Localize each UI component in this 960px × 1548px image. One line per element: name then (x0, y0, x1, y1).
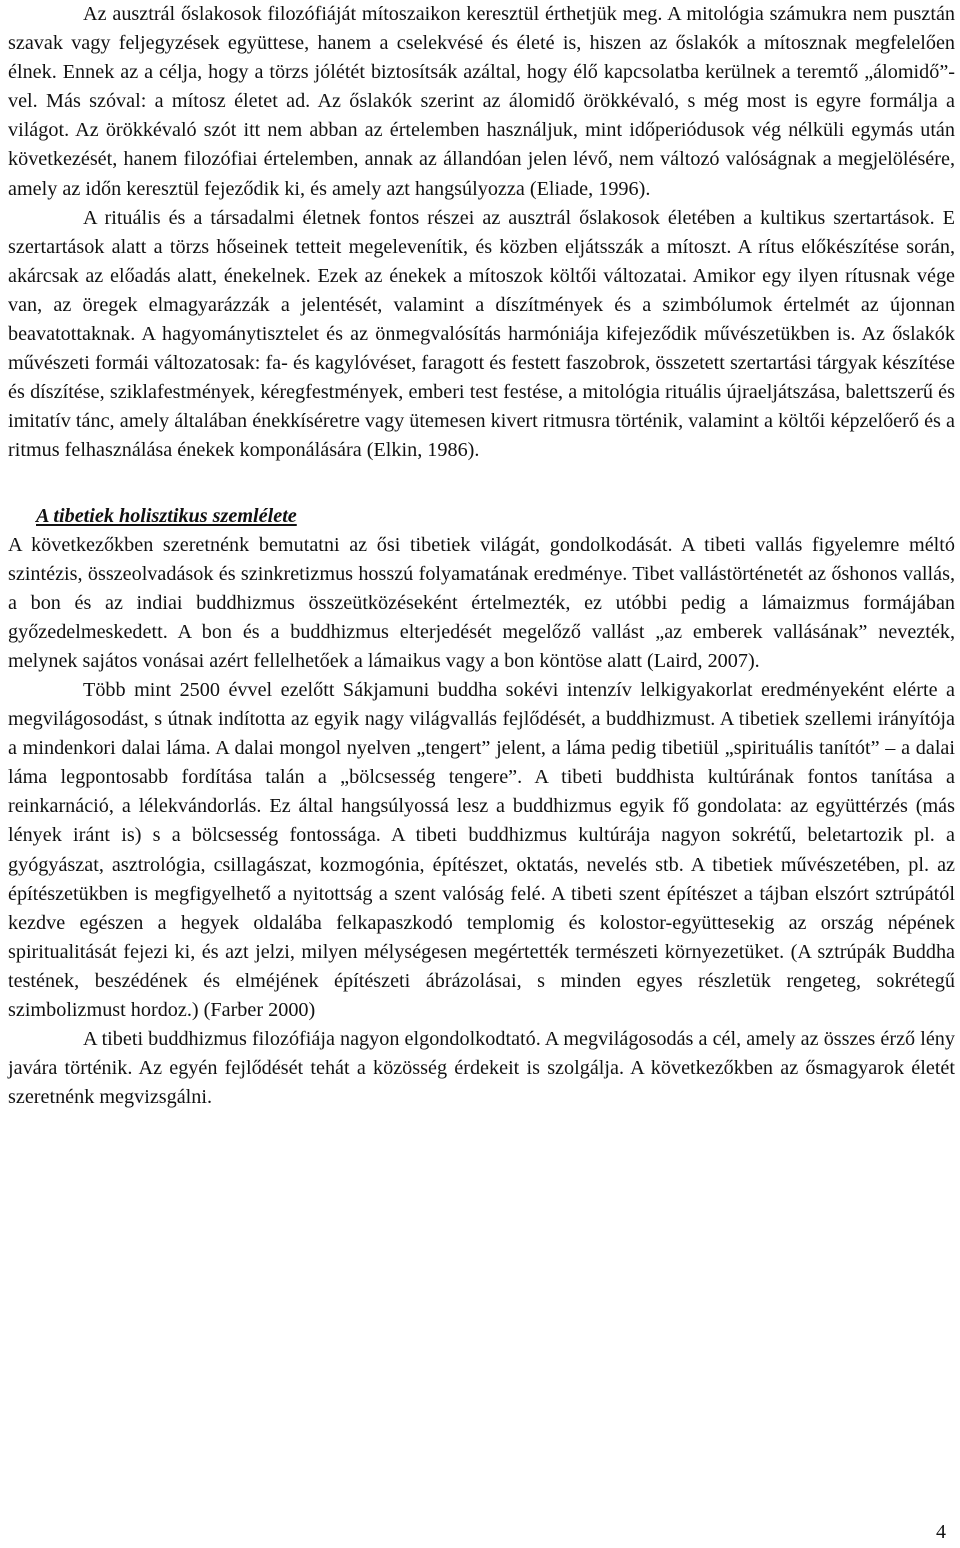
paragraph-tibetan-buddhism: Több mint 2500 évvel ezelőtt Sákjamuni buddha sokévi intenzív lelkigyakorlat eredményeként elérte a megvilágosodást, s útnak indította az egyik nagy világvallás fejlődését, a buddhizmust. A tibetiek szellemi irányítója a mindenkori dalai láma. A dalai mongol nyelven „tengert” jelent, a láma pedig tibetiül „spirituális tanítót” – a dalai láma legpontosabb fordítása talán a „bölcsesség tengere”. A tibeti buddhista kultúrának fontos tanítása a reinkarnáció, a lélekvándorlás. Ez által hangsúlyossá lesz a buddhizmus egyik fő gondolata: az együttérzés (más lények iránt is) s a bölcsesség fontossága. A tibeti buddhizmus kultúrája nagyon sokrétű, beletartozik pl. a gyógyászat, asztrológia, csillagászat, kozmogónia, építészet, oktatás, nevelés stb. A tibetiek művészetében, pl. az építészetükben is megfigyelhető a nyitottság a szent valóság felé. A tibeti szent építészet a tájban elszórt sztrúpától kezdve egészen a hegyek oldalába felkapaszkodó templomig és kolostor-együttesekig az ország népének spiritualitását fejezi ki, és azt jelzi, milyen mélységesen megértették természeti környezetüket. (A sztrúpák Buddha testének, beszédének és elméjének építészeti ábrázolásai, s minden egyes részletük rengeteg, sokrétegű szimbolizmust hordoz.) (Farber 2000) (8, 678, 955, 1021)
paragraph-tibetan-philosophy: A tibeti buddhizmus filozófiája nagyon elgondolkodtató. A megvilágosodás a cél, amely az összes érző lény javára történik. Az egyén fejlődését tehát a közösség érdekeit is szolgálja. A következőkben az ősmagyarok életét szeretnénk megvizsgálni. (8, 1028, 955, 1109)
paragraph-aboriginal-mythology: Az ausztrál őslakosok filozófiáját mítoszaikon keresztül érthetjük meg. A mitológia számukra nem pusztán szavak vagy feljegyzések együttese, hanem a cselekvésé és életé is, hiszen az őslakók a mítosznak megfelelően élnek. Ennek az a célja, hogy a törzs jólétét biztosítsák azáltal, hogy élő kapcsolatba kerülnek a teremtő „álomidő”-vel. Más szóval: a mítosz életet ad. Az őslakók szerint az álomidő örökkévaló, s még most is egyre formálja a világot. Az örökkévaló szót itt nem abban az értelemben használjuk, mint időperiódusok vég nélküli egymás után következését, hanem filozófiai értelemben, annak az állandóan jelen lévő, nem változó valóságnak a megjelölésére, amely az időn keresztül fejeződik ki, és amely azt hangsúlyozza (Eliade, 1996). (8, 3, 955, 200)
section-spacer (8, 466, 955, 502)
section-heading: A tibetiek holisztikus szemlélete (36, 504, 297, 527)
page-number: 4 (936, 1521, 946, 1543)
paragraph-tibetan-religion: A következőkben szeretnénk bemutatni az ősi tibetiek világát, gondolkodását. A tibeti vallás figyelemre méltó szintézis, összeolvadások és szinkretizmus hosszú folyamatának eredménye. Tibet vallástörténetét az őshonos vallás, a bon és az indiai buddhizmus összeütközéseként értelmezték, ez utóbbi pedig a lámaizmus formájában győzedelmeskedett. A bon és a buddhizmus elterjedését megelőző vallást „az emberek vallásának” nevezték, melynek sajátos vonásai azért fellelhetőek a lámaikus vagy a bon köntöse alatt (Laird, 2007). (8, 533, 955, 672)
document-body (8, 0, 955, 1112)
paragraph-aboriginal-rituals: A rituális és a társadalmi életnek fontos részei az ausztrál őslakosok életében a kultikus szertartások. E szertartások alatt a törzs hőseinek tetteit megelevenítik, és közben eljátsszák a mítoszt. A rítus előkészítése során, akárcsak az előadás alatt, énekelnek. Ezek az énekek a mítoszok költői változatai. Amikor egy ilyen rítusnak vége van, az öregek elmagyarázzák a jelentését, valamint a díszítmények és a szimbólumok értelmét az újonnan beavatottaknak. A hagyománytisztelet és az önmegvalósítás harmóniája kifejeződik művészetükben is. Az őslakók művészeti formái változatosak: fa- és kagylóvéset, faragott és festett faszobrok, összetett szertartási tárgyak készítése és díszítése, sziklafestmények, kéregfestmények, emberi test festése, a mitológia rituális újraeljátszása, balettszerű és imitatív tánc, amely általában énekkíséretre vagy ütemesen kivert ritmusra történik, valamint a költői képzelőerő és a ritmus felhasználása énekek komponálására (Elkin, 1986). (8, 206, 955, 462)
